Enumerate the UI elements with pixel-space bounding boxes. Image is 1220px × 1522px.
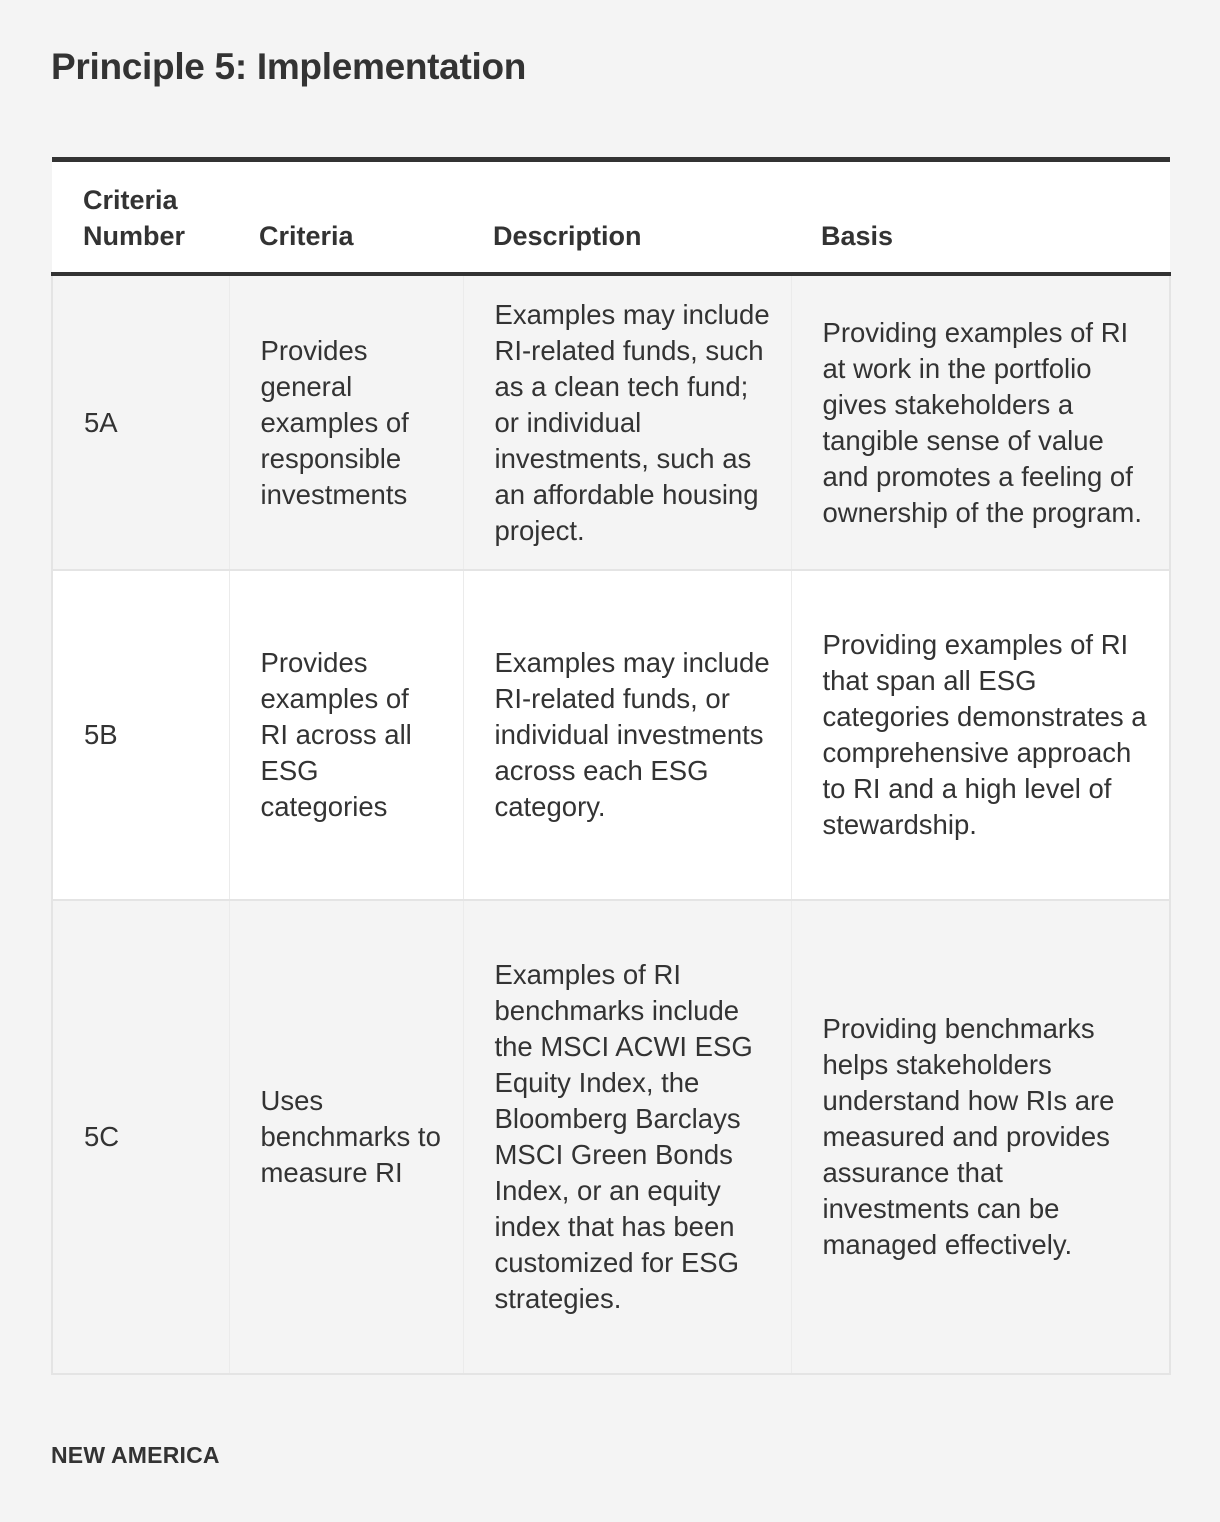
cell-description: Examples may include RI-related funds, or individual investments across each ESG category.: [463, 570, 791, 900]
criteria-table: [51, 157, 1171, 1375]
table-row: [52, 900, 1170, 1374]
cell-basis: Providing examples of RI that span all ESG categories demonstrates a comprehensive approach to RI and a high level of stewardship.: [791, 570, 1170, 900]
header-basis: Basis: [791, 160, 1170, 275]
table-body: [52, 274, 1170, 1374]
cell-number: 5A: [52, 274, 229, 570]
header-row: [52, 160, 1170, 275]
table-row: [52, 274, 1170, 570]
header-criteria-number-line2: Number: [83, 221, 186, 251]
cell-description: Examples may include RI-related funds, such as a clean tech fund; or individual investments, such as an affordable housing project.: [463, 274, 791, 570]
cell-criteria: Uses benchmarks to measure RI: [229, 900, 463, 1374]
header-criteria-number-line1: Criteria: [83, 185, 178, 215]
cell-basis: Providing benchmarks helps stakeholders understand how RIs are measured and provides assurance that investments can be managed effectively.: [791, 900, 1170, 1374]
header-criteria: Criteria: [229, 160, 463, 275]
cell-number: 5C: [52, 900, 229, 1374]
header-criteria-number: [52, 160, 229, 275]
cell-criteria: Provides examples of RI across all ESG categories: [229, 570, 463, 900]
cell-criteria: Provides general examples of responsible investments: [229, 274, 463, 570]
header-description: Description: [463, 160, 791, 275]
cell-description: Examples of RI benchmarks include the MSCI ACWI ESG Equity Index, the Bloomberg Barclays MSCI Green Bonds Index, or an equity index that has been customized for ESG strategies.: [463, 900, 791, 1374]
table-row: [52, 570, 1170, 900]
footer-brand: NEW AMERICA: [51, 1442, 220, 1468]
page-title: Principle 5: Implementation: [51, 46, 527, 87]
cell-basis: Providing examples of RI at work in the portfolio gives stakeholders a tangible sense of value and promotes a feeling of ownership of the program.: [791, 274, 1170, 570]
cell-number: 5B: [52, 570, 229, 900]
table-header: [52, 160, 1170, 275]
